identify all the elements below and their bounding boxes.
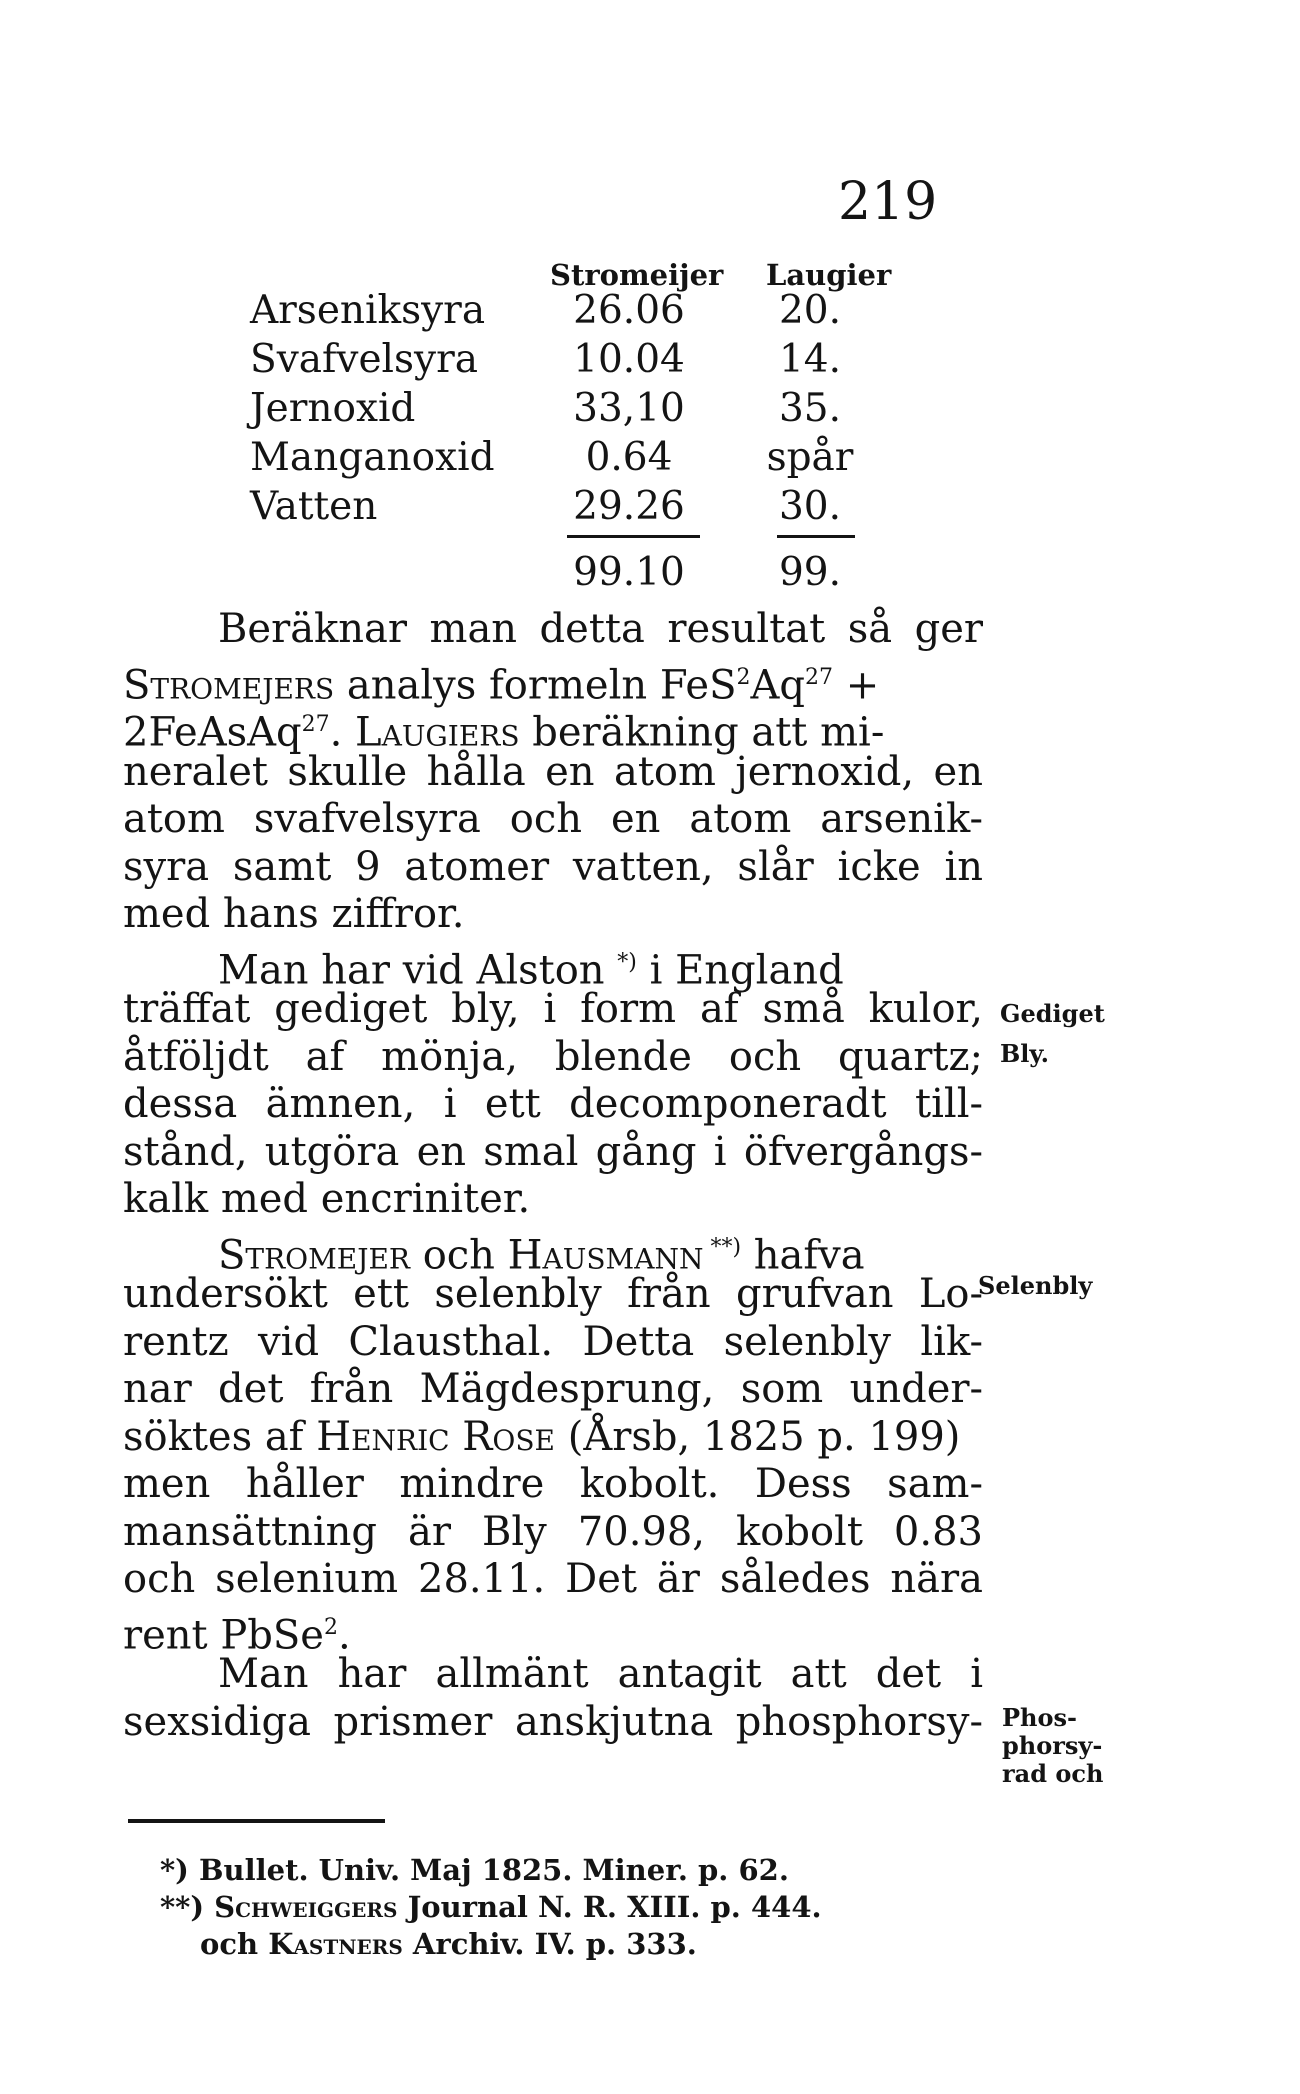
text-line: Stromejers analys formeln $FeS^2Aq^{27}$ + (123, 661, 880, 708)
footnote-mark: *) (617, 949, 637, 975)
author-name: Stromejer (218, 1231, 410, 1278)
author-name: Hausmann (507, 1231, 704, 1278)
total-stromeijer: 99.10 (573, 550, 685, 595)
row-value-stromeijer: 26.06 (573, 288, 685, 333)
chemical-formula: 2FeAsAq (123, 709, 302, 756)
row-value-stromeijer: 33,10 (573, 386, 685, 431)
row-name: Vatten (250, 484, 378, 529)
text-line: med hans ziffror. (123, 891, 465, 937)
text-line: Man har vid Alston *) i England (218, 946, 844, 993)
text-line: och selenium 28.11. Det är således nära (123, 1556, 983, 1602)
footnote-rule (128, 1819, 385, 1823)
page-number: 219 (838, 172, 938, 232)
footnote-mark: *) (160, 1853, 189, 1887)
text-line: atom svafvelsyra och en atom arsenik- (123, 796, 983, 842)
row-value-stromeijer: 10.04 (573, 337, 685, 382)
text-line: åtföljdt af mönja, blende och quartz; (123, 1033, 983, 1080)
row-name: Manganoxid (250, 435, 495, 480)
row-value-laugier: 20. (778, 288, 842, 333)
row-name: Arseniksyra (250, 288, 486, 333)
body-text (123, 606, 983, 1746)
text-line: undersökt ett selenbly från grufvan Lo- (123, 1271, 983, 1317)
row-value-laugier: 35. (778, 386, 842, 431)
text-line: söktes af Henric Rose (Årsb, 1825 p. 199) (123, 1413, 961, 1460)
row-value-stromeijer: 29.26 (573, 484, 685, 529)
footnote-mark: **) (703, 1234, 742, 1260)
footnote-continuation: och Kastners Archiv. IV. p. 333. (200, 1927, 697, 1961)
footnote: **) Schweiggers Journal N. R. XIII. p. 444. (160, 1890, 822, 1924)
margin-note-gediget: Gediget (1000, 999, 1105, 1028)
text-line: sexsidiga prismer anskjutna phosphorsy- (123, 1698, 983, 1745)
author-name: Laugiers (355, 709, 520, 756)
text-line: men håller mindre kobolt. Dess sam- (123, 1461, 983, 1507)
text-line: nar det från Mägdesprung, som under- (123, 1366, 983, 1412)
footnotes (160, 1852, 960, 1963)
author-name: Kastners (268, 1927, 403, 1961)
text-line: 2FeAsAq$^{27}$. Laugiers beräkning att mi- (123, 709, 885, 756)
footnote: *) Bullet. Univ. Maj 1825. Miner. p. 62. (160, 1853, 789, 1887)
footnote-mark: **) (160, 1890, 205, 1924)
margin-note-bly: Bly. (1000, 1039, 1049, 1068)
author-name: Henric Rose (316, 1413, 555, 1460)
text-line: träffat gediget bly, i form af små kulor, (123, 986, 983, 1032)
total-laugier: 99. (778, 550, 842, 595)
row-value-laugier: 14. (778, 337, 842, 382)
text-line: Man har allmänt antagit att det i (218, 1651, 983, 1697)
sum-rule (567, 535, 700, 538)
text-line: stånd, utgöra en smal gång i öfvergångs- (123, 1128, 983, 1175)
text-line: Beräknar man detta resultat så ger (218, 606, 983, 652)
text-line: dessa ämnen, i ett decomponeradt till- (123, 1081, 983, 1127)
text-line: mansättning är Bly 70.98, kobolt 0.83 (123, 1508, 983, 1555)
margin-note-phos: Phos- phorsy- rad och (1002, 1703, 1104, 1788)
row-value-stromeijer: 0.64 (585, 435, 673, 480)
author-name: Stromejers (123, 661, 335, 708)
column-header-laugier: Laugier (766, 258, 892, 292)
row-value-laugier: 30. (778, 484, 842, 529)
sum-rule (777, 535, 855, 538)
text-line: rent PbSe$^2$. (123, 1611, 351, 1658)
row-value-laugier: spår (766, 435, 854, 480)
text-line: rentz vid Clausthal. Detta selenbly lik- (123, 1318, 983, 1365)
column-header-stromeijer: Stromeijer (550, 258, 724, 292)
margin-note-selenbly: Selenbly (978, 1271, 1093, 1300)
text-line: syra samt 9 atomer vatten, slår icke in (123, 843, 983, 890)
text-line: neralet skulle hålla en atom jernoxid, en (123, 748, 983, 795)
row-name: Jernoxid (250, 386, 416, 431)
author-name: Schweiggers (214, 1890, 398, 1924)
text-line: Stromejer och Hausmann **) hafva (218, 1231, 865, 1278)
text-line: kalk med encriniter. (123, 1176, 531, 1222)
row-name: Svafvelsyra (250, 337, 478, 382)
